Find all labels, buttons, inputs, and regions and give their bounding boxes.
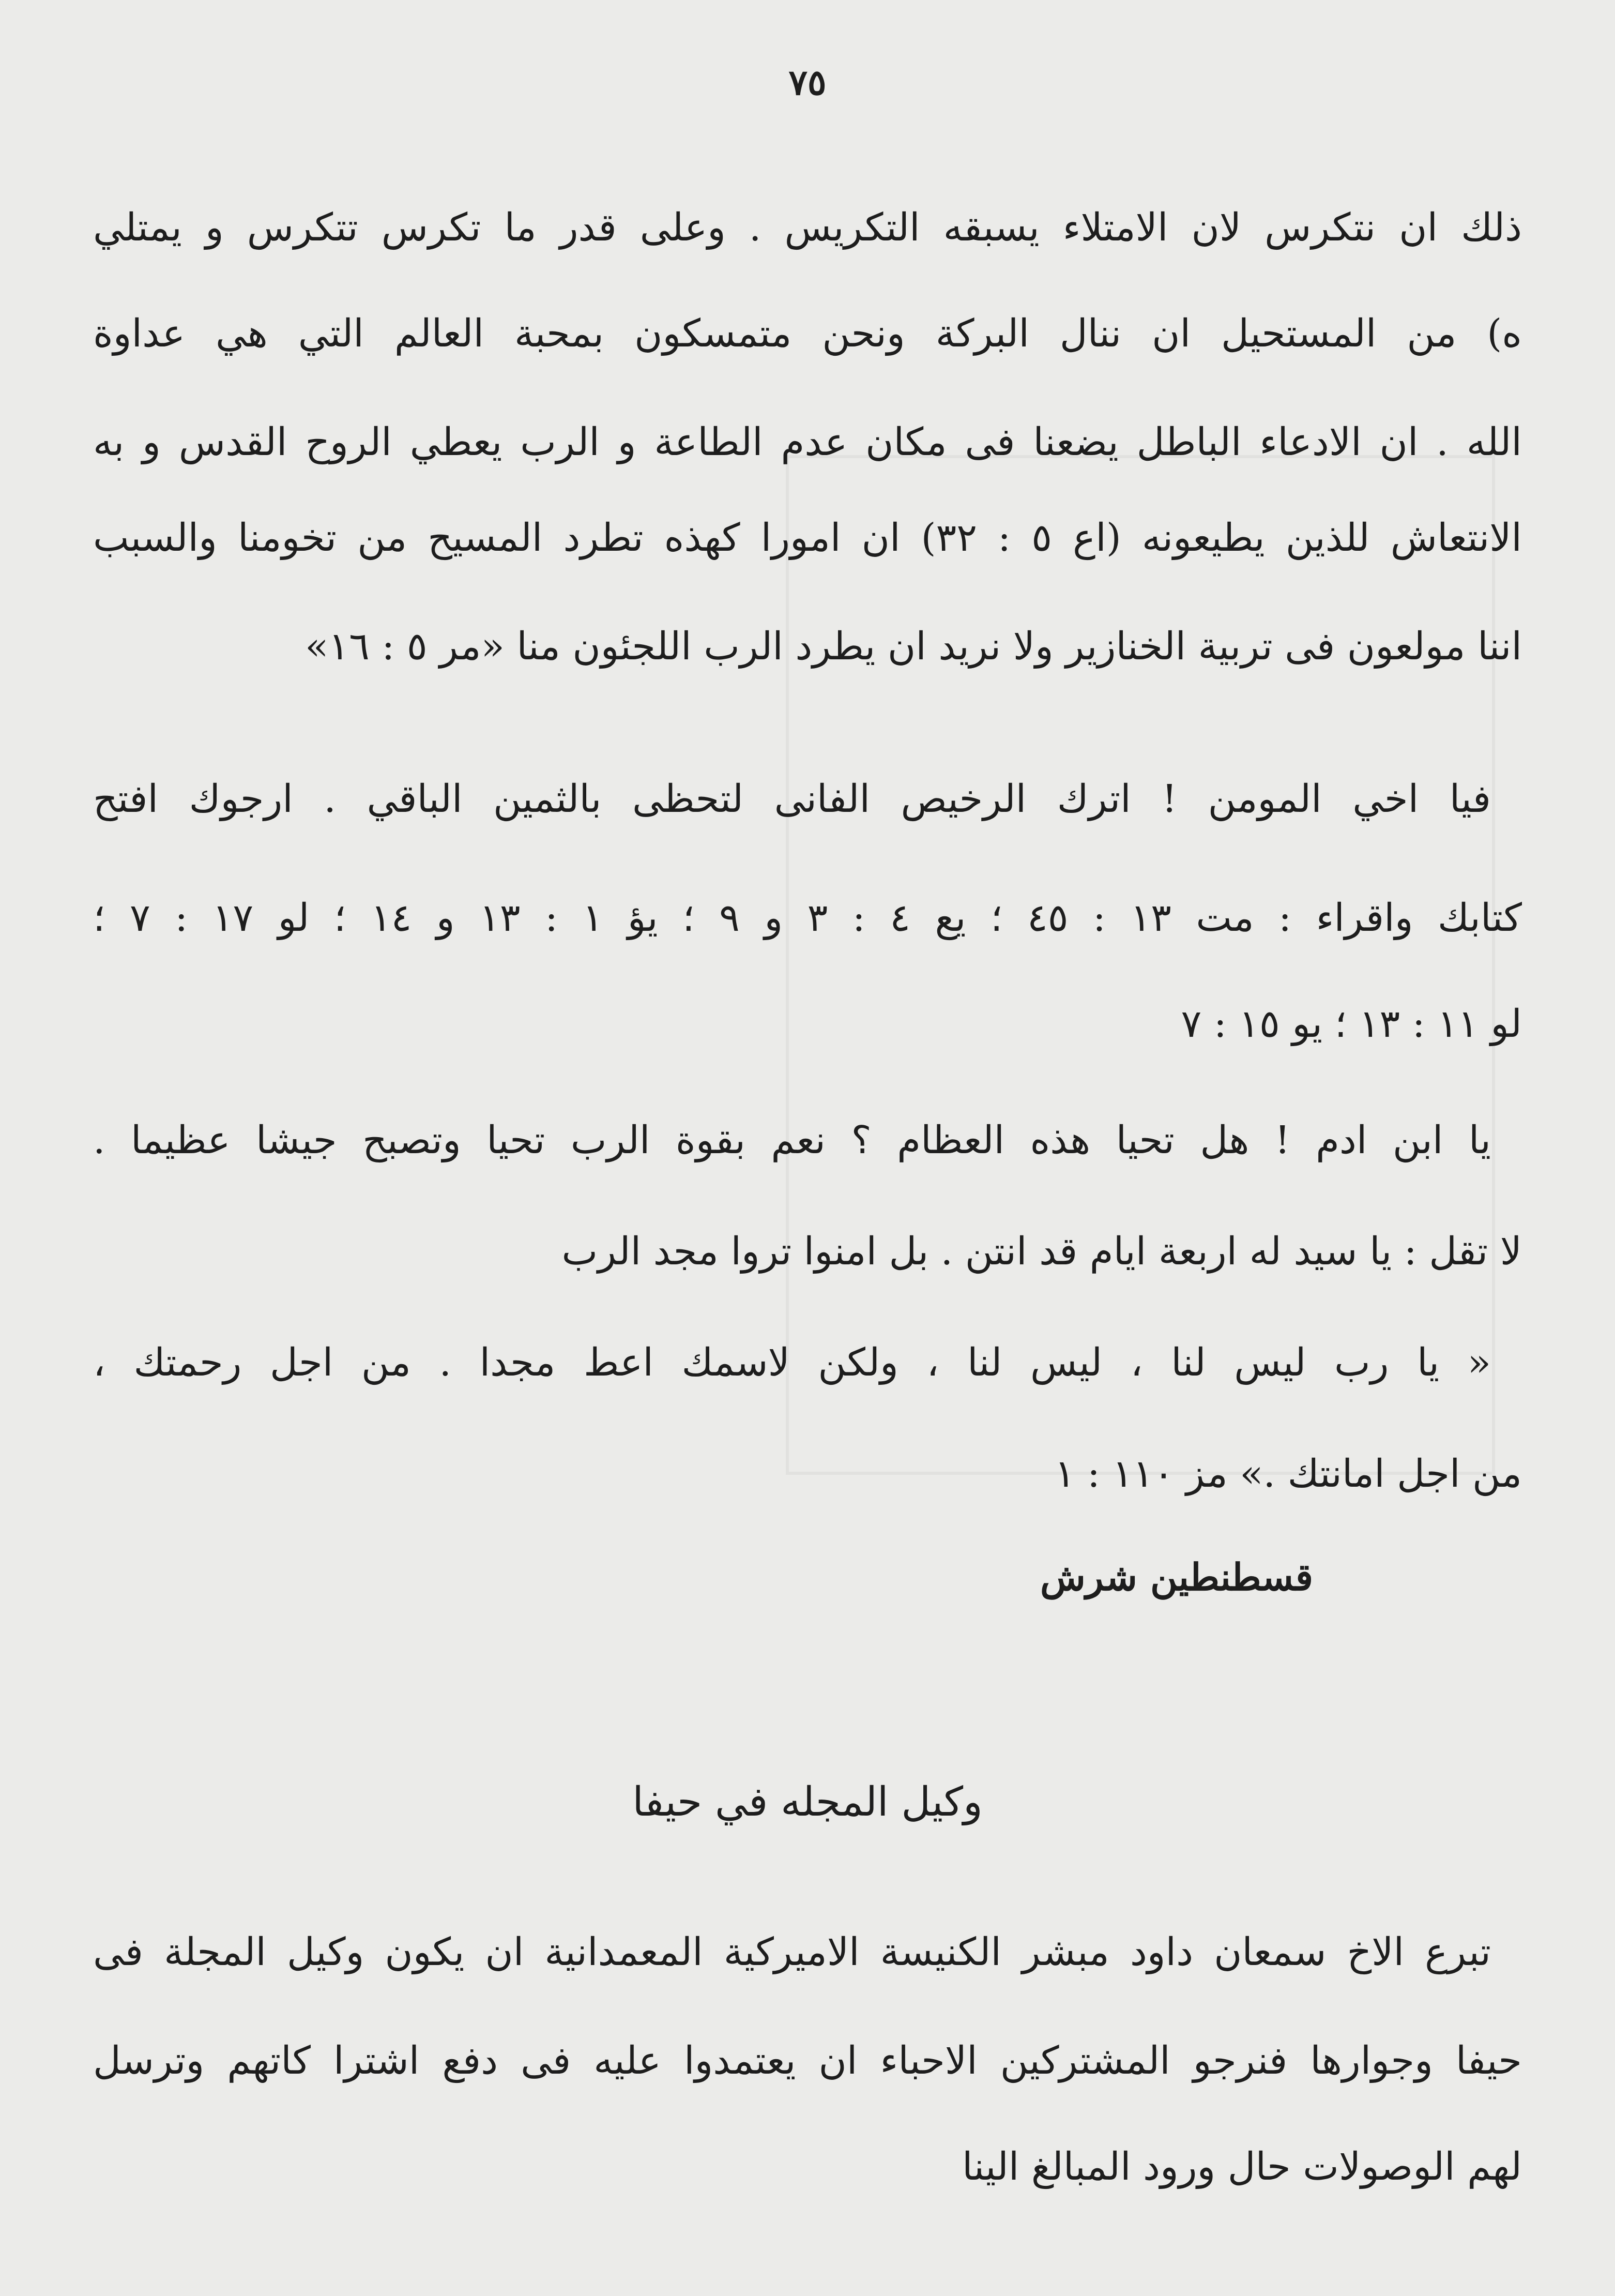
article-signature: قسطنطين شرش — [1040, 1555, 1313, 1599]
notice-title: وكيل المجله في حيفا — [632, 1779, 983, 1825]
article-line-1: ذلك ان نتكرس لان الامتلاء يسبقه التكريس . وعلى قدر ما تكرس تتكرس و يمتلي — [93, 205, 1522, 250]
article-line-4: الانتعاش للذين يطيعونه (اع ٥ : ٣٢) ان امورا كهذه تطرد المسيح من تخومنا والسبب — [93, 516, 1522, 560]
article-line-2: ه) من المستحيل ان ننال البركة ونحن متمسكون بمحبة العالم التي هي عداوة — [93, 311, 1522, 356]
notice-line-2: حيفا وجوارها فنرجو المشتركين الاحباء ان يعتمدوا عليه فى دفع اشترا كاتهم وترسل — [93, 2038, 1522, 2083]
show-through-frame — [786, 455, 1495, 1475]
notice-line-3: لهم الوصولات حال ورود المبالغ الينا — [962, 2144, 1522, 2189]
article-line-8: لو ١١ : ١٣ ؛ يو ١٥ : ٧ — [1181, 1002, 1522, 1046]
article-line-11: « يا رب ليس لنا ، ليس لنا ، ولكن لاسمك اعط مجدا . من اجل رحمتك ، — [93, 1340, 1491, 1385]
article-line-9: يا ابن ادم ! هل تحيا هذه العظام ؟ نعم بقوة الرب تحيا وتصبح جيشا عظيما . — [93, 1118, 1491, 1162]
article-line-5: اننا مولعون فى تربية الخنازير ولا نريد ان يطرد الرب اللجئون منا «مر ٥ : ١٦» — [305, 624, 1522, 669]
article-line-12: من اجل امانتك .» مز ١١٠ : ١ — [1054, 1452, 1522, 1496]
article-line-10: لا تقل : يا سيد له اربعة ايام قد انتن . بل امنوا تروا مجد الرب — [561, 1229, 1522, 1274]
article-line-6: فيا اخي المومن ! اترك الرخيص الفانى لتحظى بالثمين الباقي . ارجوك افتح — [93, 777, 1491, 821]
article-line-3: الله . ان الادعاء الباطل يضعنا فى مكان عدم الطاعة و الرب يعطي الروح القدس و به — [93, 420, 1522, 464]
notice-line-1: تبرع الاخ سمعان داود مبشر الكنيسة الاميركية المعمدانية ان يكون وكيل المجلة فى — [93, 1930, 1491, 1974]
page-number: ٧٥ — [788, 62, 827, 103]
article-line-7: كتابك واقراء : مت ١٣ : ٤٥ ؛ يع ٤ : ٣ و ٩ ؛ يؤ ١ : ١٣ و ١٤ ؛ لو ١٧ : ٧ ؛ — [93, 896, 1522, 940]
